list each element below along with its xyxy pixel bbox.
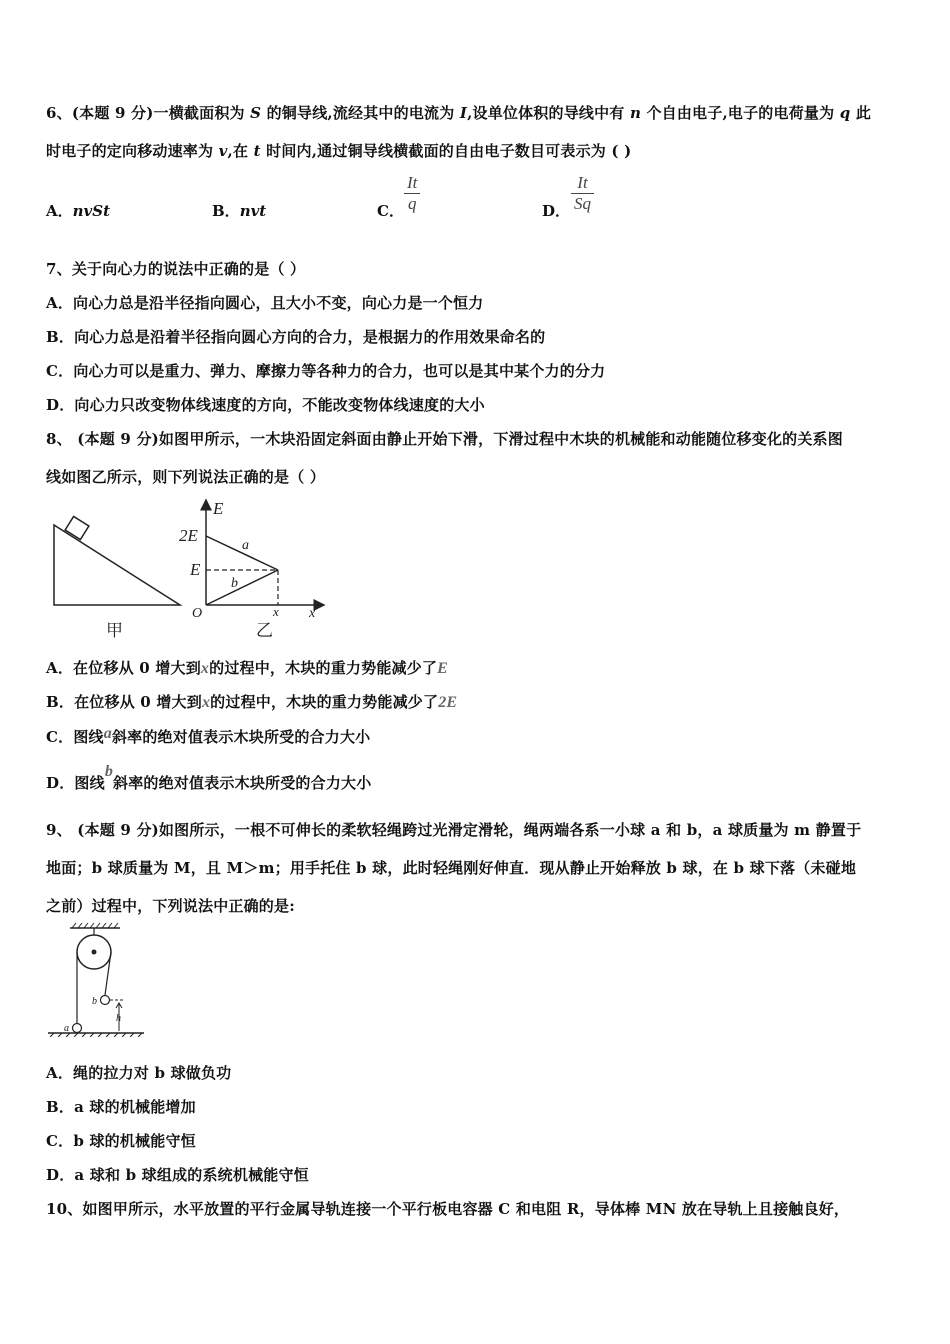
- q6-option-d-fraction: $\frac{It}{Sq}$: [571, 173, 594, 214]
- q8-option-b[interactable]: B．在位移从 0 增大到x的过程中，木块的重力势能减少了2E: [46, 693, 458, 711]
- q8-option-a[interactable]: A．在位移从 0 增大到x的过程中，木块的重力势能减少了E: [46, 659, 449, 677]
- label-yi: 乙: [256, 621, 273, 640]
- q7-option-b[interactable]: B．向心力总是沿着半径指向圆心方向的合力，是根据力的作用效果命名的: [46, 328, 546, 346]
- tick-label-e: E: [190, 560, 201, 579]
- q8-option-c[interactable]: C．图线a斜率的绝对值表示木块所受的合力大小: [46, 725, 371, 746]
- label-jia: 甲: [106, 621, 123, 640]
- axis-label-x: x: [309, 606, 316, 621]
- axis-label-e: E: [213, 499, 224, 518]
- origin-label: O: [192, 606, 203, 621]
- ball-b: [101, 996, 110, 1005]
- tick-label-2e: 2E: [179, 526, 198, 545]
- energy-graph: [206, 500, 324, 605]
- q9-stem-line2: 地面；b 球质量为 M，且 M＞m；用手托住 b 球，此时轻绳刚好伸直．现从静止开始释放 b 球，在 b 球下落（未碰地: [46, 859, 857, 877]
- curve-label-a: a: [242, 538, 249, 553]
- q6-option-a[interactable]: A．nvSt: [46, 202, 111, 220]
- q9-option-c[interactable]: C．b 球的机械能守恒: [46, 1132, 196, 1150]
- q8-stem-line2: 线如图乙所示，则下列说法正确的是（ ）: [46, 468, 326, 486]
- q6-option-c-fraction: $\frac{It}{q}$: [404, 173, 420, 214]
- q7-option-c[interactable]: C．向心力可以是重力、弹力、摩擦力等各种力的合力，也可以是其中某个力的分力: [46, 362, 606, 380]
- q6-stem-line1: 6、(本题 9 分)一横截面积为 S 的铜导线,流经其中的电流为 I,设单位体积的导线中有 n 个自由电子,电子的电荷量为 q 此: [46, 104, 872, 122]
- ball-b-label: b: [92, 996, 97, 1007]
- q7-stem: 7、关于向心力的说法中正确的是（ ）: [46, 260, 306, 278]
- q7-option-d[interactable]: D．向心力只改变物体线速度的方向，不能改变物体线速度的大小: [46, 396, 485, 414]
- q8-figure: [46, 495, 346, 645]
- q6-option-c[interactable]: C．: [377, 202, 404, 220]
- q6-option-d[interactable]: D．: [542, 202, 571, 220]
- height-label: h: [116, 1013, 121, 1024]
- line-b: [206, 570, 278, 605]
- curve-label-b: b: [231, 576, 238, 591]
- ball-a-label: a: [64, 1023, 69, 1034]
- q8-stem-line1: 8、 (本题 9 分)如图甲所示，一木块沿固定斜面由静止开始下滑，下滑过程中木块的机械能和动能随位移变化的关系图: [46, 430, 843, 448]
- q9-option-b[interactable]: B．a 球的机械能增加: [46, 1098, 196, 1116]
- incline-diagram: [54, 516, 180, 605]
- q9-stem-line1: 9、 (本题 9 分)如图所示，一根不可伸长的柔软轻绳跨过光滑定滑轮，绳两端各系一小球 a 和 b，a 球质量为 m 静置于: [46, 821, 862, 839]
- q9-stem-line3: 之前）过程中，下列说法中正确的是:: [46, 897, 295, 915]
- q9-pulley-figure: [44, 922, 154, 1037]
- q9-option-a[interactable]: A．绳的拉力对 b 球做负功: [46, 1064, 232, 1082]
- q7-option-a[interactable]: A．向心力总是沿半径指向圆心，且大小不变，向心力是一个恒力: [46, 294, 484, 312]
- q8-option-d[interactable]: D．图线b斜率的绝对值表示木块所受的合力大小: [46, 763, 372, 792]
- q10-stem-line1: 10、如图甲所示，水平放置的平行金属导轨连接一个平行板电容器 C 和电阻 R，导体棒 MN 放在导轨上且接触良好，: [46, 1200, 850, 1218]
- ball-a: [73, 1024, 82, 1033]
- q6-option-b[interactable]: B．nvt: [212, 202, 267, 220]
- q6-stem-line2: 时电子的定向移动速率为 v,在 t 时间内,通过铜导线横截面的自由电子数目可表示为 ( ): [46, 142, 632, 160]
- tick-label-x: x: [273, 604, 279, 619]
- q9-option-d[interactable]: D．a 球和 b 球组成的系统机械能守恒: [46, 1166, 309, 1184]
